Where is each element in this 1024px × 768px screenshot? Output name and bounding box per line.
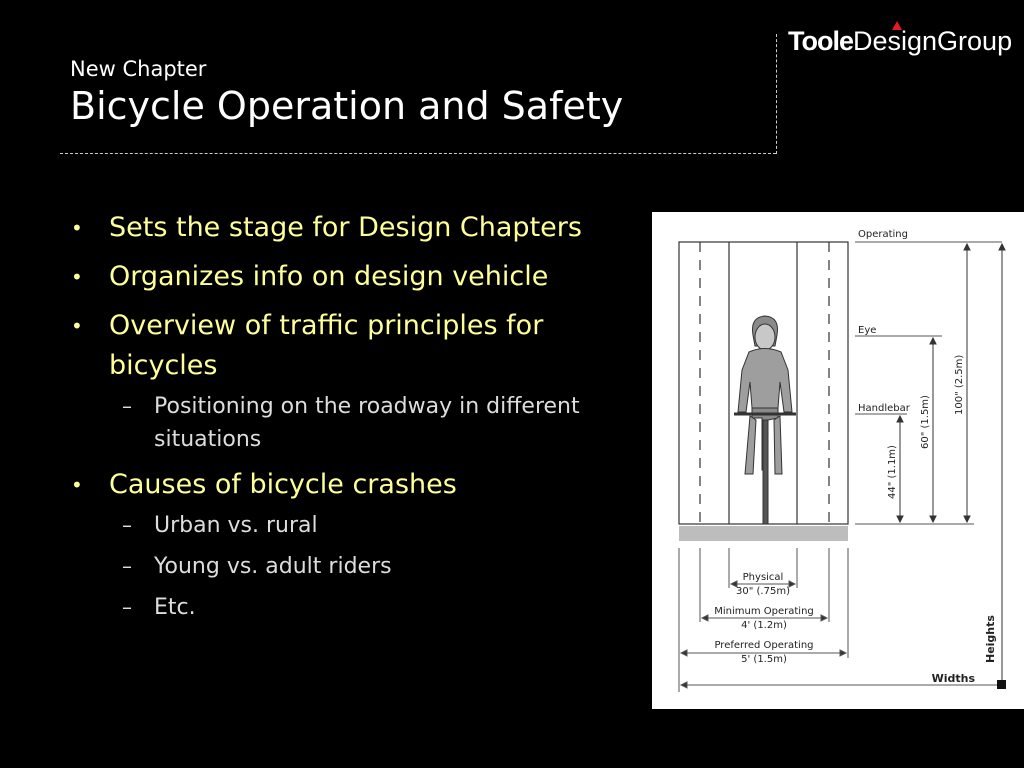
title-divider xyxy=(60,153,776,154)
dash-icon: – xyxy=(122,513,132,537)
sub-bullet-list xyxy=(109,509,640,624)
physical-value: 30" (.75m) xyxy=(736,586,790,597)
sub-bullet-item xyxy=(109,509,640,542)
bullet-item xyxy=(70,208,640,248)
minimum-operating-label: Minimum Operating xyxy=(714,606,814,617)
sub-bullet-text: Positioning on the roadway in different situations xyxy=(154,394,580,452)
handlebar-label: Handlebar xyxy=(858,403,910,414)
bullet-icon: • xyxy=(71,314,83,338)
dim-100-label: 100" (2.5m) xyxy=(954,354,965,415)
sub-bullet-list xyxy=(109,390,640,456)
dash-icon: – xyxy=(122,554,132,578)
operating-label: Operating xyxy=(858,229,908,240)
sub-bullet-item xyxy=(109,550,640,583)
heights-axis-label: Heights xyxy=(984,615,997,663)
toole-logo xyxy=(788,26,1012,57)
bullet-item xyxy=(70,465,640,624)
bullet-text: Overview of traffic principles for bicycles xyxy=(109,310,544,381)
widths-axis-label: Widths xyxy=(931,672,975,685)
heights-axis-arrow xyxy=(999,244,1005,250)
ground-strip xyxy=(679,526,848,541)
sub-bullet-item xyxy=(109,591,640,624)
sub-bullet-item xyxy=(109,390,640,456)
preferred-operating-label: Preferred Operating xyxy=(714,640,814,651)
bullet-text: Organizes info on design vehicle xyxy=(109,261,549,292)
physical-label: Physical xyxy=(742,572,784,583)
bullet-icon: • xyxy=(71,216,83,240)
bullet-item xyxy=(70,257,640,297)
title-block xyxy=(70,56,623,130)
minimum-operating-value: 4' (1.2m) xyxy=(741,620,787,631)
dash-icon: – xyxy=(122,394,132,418)
dash-icon: – xyxy=(122,595,132,619)
logo-triangle-icon xyxy=(892,21,902,30)
eye-label: Eye xyxy=(858,325,877,336)
sub-bullet-text: Etc. xyxy=(154,595,196,620)
logo-divider xyxy=(776,34,777,154)
logo-bold: Toole xyxy=(788,26,853,56)
logo-rest: DesignGroup xyxy=(853,26,1013,56)
bullet-text: Causes of bicycle crashes xyxy=(109,469,457,500)
bicycle-diagram xyxy=(652,212,1024,709)
bicycle-dimension-figure xyxy=(652,212,1024,709)
slide-title: Bicycle Operation and Safety xyxy=(70,84,624,128)
bullet-list xyxy=(70,208,640,633)
axis-origin-marker xyxy=(997,680,1006,689)
preferred-operating-value: 5' (1.5m) xyxy=(741,654,787,665)
dim-60-label: 60" (1.5m) xyxy=(920,395,931,449)
sub-bullet-text: Young vs. adult riders xyxy=(154,554,392,579)
bullet-text: Sets the stage for Design Chapters xyxy=(109,212,582,243)
cyclist-icon xyxy=(734,316,796,524)
sub-bullet-text: Urban vs. rural xyxy=(154,513,318,538)
dim-44-label: 44" (1.1m) xyxy=(887,445,898,499)
bullet-item xyxy=(70,306,640,456)
bullet-icon: • xyxy=(71,473,83,497)
bullet-icon: • xyxy=(71,265,83,289)
slide-subtitle: New Chapter xyxy=(70,57,207,81)
